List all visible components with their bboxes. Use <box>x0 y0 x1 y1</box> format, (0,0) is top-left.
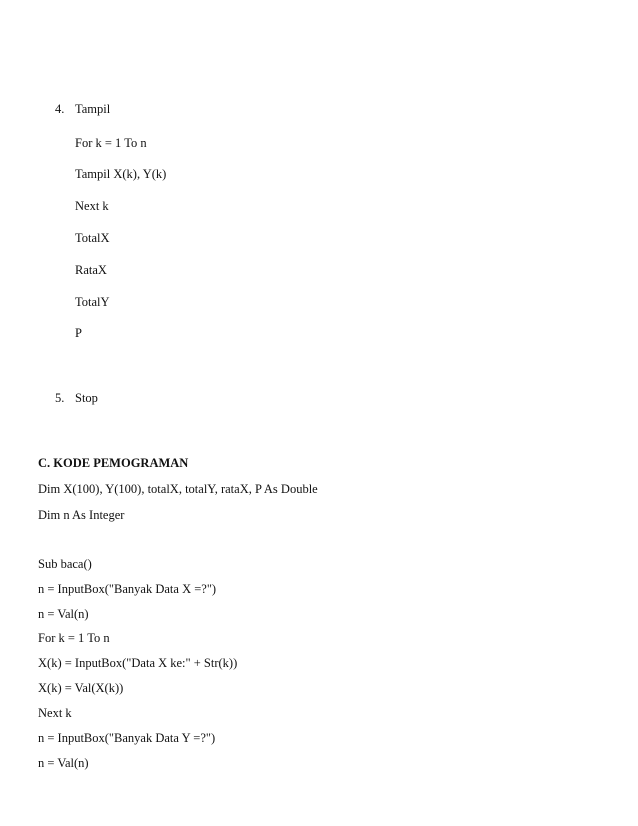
code-line: n = InputBox("Banyak Data X =?") <box>38 582 217 596</box>
list-item-5-number: 5. <box>55 391 65 405</box>
code-line: Dim X(100), Y(100), totalX, totalY, rataX, P As Double <box>38 482 318 496</box>
pseudocode-line: TotalX <box>75 231 110 245</box>
code-line: n = Val(n) <box>38 607 89 621</box>
pseudocode-line: TotalY <box>75 295 110 309</box>
code-line: Next k <box>38 706 72 720</box>
code-line: n = Val(n) <box>38 756 89 770</box>
code-line: X(k) = InputBox("Data X ke:" + Str(k)) <box>38 656 238 670</box>
pseudocode-line: Tampil X(k), Y(k) <box>75 167 167 181</box>
code-line: Sub baca() <box>38 557 92 571</box>
code-line: n = InputBox("Banyak Data Y =?") <box>38 731 216 745</box>
pseudocode-line: For k = 1 To n <box>75 136 147 150</box>
pseudocode-line: Next k <box>75 199 109 213</box>
list-item-5-label: Stop <box>75 391 98 405</box>
section-heading: C. KODE PEMOGRAMAN <box>38 456 189 470</box>
pseudocode-line: RataX <box>75 263 107 277</box>
code-line: X(k) = Val(X(k)) <box>38 681 124 695</box>
list-item-4-label: Tampil <box>75 102 111 116</box>
code-line: For k = 1 To n <box>38 631 110 645</box>
pseudocode-line: P <box>75 326 82 340</box>
code-line: Dim n As Integer <box>38 508 125 522</box>
list-item-4-number: 4. <box>55 102 65 116</box>
